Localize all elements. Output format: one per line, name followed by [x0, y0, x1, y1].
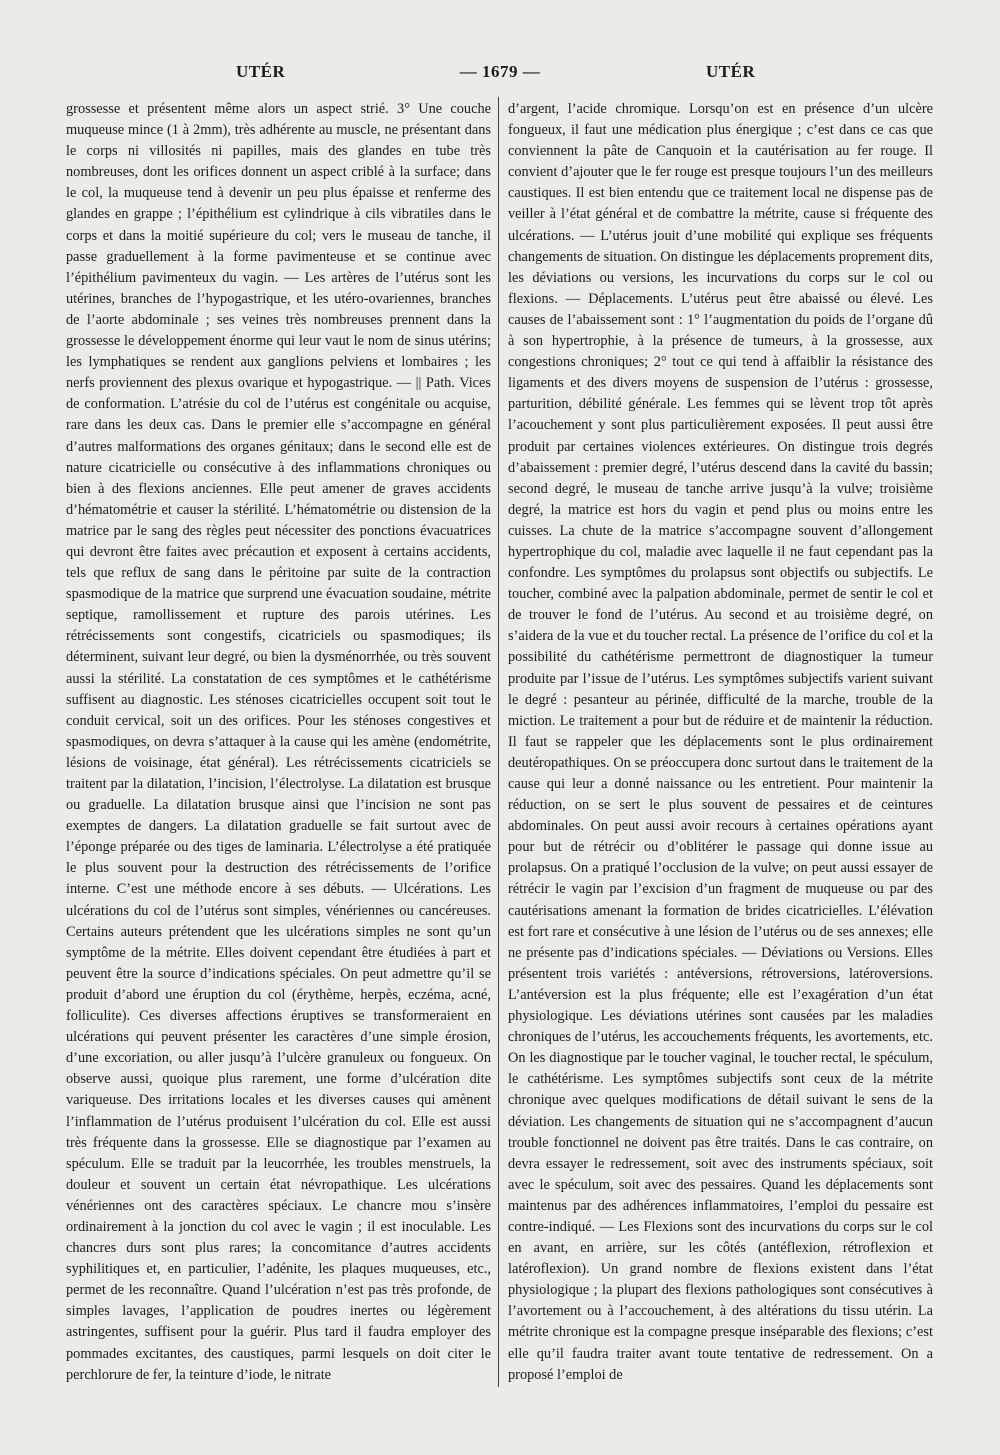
left-column — [66, 99, 491, 1386]
page-number: — 1679 — — [459, 62, 541, 81]
right-column — [508, 99, 933, 1386]
running-header — [0, 62, 1000, 88]
header-left-word: UTÉR — [236, 62, 286, 81]
header-right-word: UTÉR — [706, 62, 756, 81]
column-divider — [498, 97, 499, 1387]
left-column-text: grossesse et présentent même alors un aspect strié. 3° Une couche muqueuse mince (1 à 2mm), très adhérente au muscle, ne présentant dans le corps ni villosités ni papilles, mais des glandes en tube très nombreuses, dont les orifices donnent un aspect criblé à la surface; dans le col, la muqueuse tend à devenir un peu plus épaisse et renferme des glandes en grappe ; l’épithélium est cylindrique à cils vibratiles dans le corps et dans la moitié supérieure du col; vers le museau de tanche, il passe graduellement à la forme pavimenteuse et se continue avec l’épithélium pavimenteux du vagin. — Les artères de l’utérus sont les utérines, branches de l’hypogastrique, et les utéro-ovariennes, branches de l’aorte abdominale ; ses veines très nombreuses prennent dans la grossesse le développement énorme qui leur vaut le nom de sinus utérins; les lymphatiques se rendent aux ganglions pelviens et lombaires ; les nerfs proviennent des plexus ovarique et hypogastrique. — || Path. Vices de conformation. L’atrésie du col de l’utérus est congénitale ou acquise, rare dans les deux cas. Dans le premier elle s’accompagne en général d’autres malformations des organes génitaux; dans le second elle est de nature cicatricielle ou consécutive à des inflammations chroniques ou bien à des flexions anciennes. Elle peut amener de graves accidents d’hématométrie et causer la stérilité. L’hématométrie ou distension de la matrice par le sang des règles peut nécessiter des ponctions évacuatrices qui devront être faites avec précaution et exposent à certains accidents, tels que reflux de sang dans le péritoine par suite de la contraction spasmodique de la matrice que surprend une évacuation soudaine, métrite septique, ramollissement et rupture des parois utérines. Les rétrécissements sont congestifs, cicatriciels ou spasmodiques; ils déterminent, suivant leur degré, ou bien la dysménorrhée, ou très souvent aussi la stérilité. La constatation de ces symptômes et le cathétérisme suffisent au diagnostic. Les sténoses cicatricielles occupent soit tout le conduit cervical, soit un des orifices. Pour les sténoses congestives et spasmodiques, on devra s’attaquer à la cause qui les amène (endométrite, lésions de voisinage, état général). Les rétrécissements cicatriciels se traitent par la dilatation, l’incision, l’électrolyse. La dilatation est brusque ou graduelle. La dilatation brusque ainsi que l’incision ne sont pas exemptes de dangers. La dilatation graduelle se fait surtout avec de l’éponge préparée ou des tiges de laminaria. L’électrolyse a été pratiquée le plus souvent pour la destruction des rétrécissements de l’orifice interne. C’est une méthode encore à ses débuts. — Ulcérations. Les ulcérations du col de l’utérus sont simples, vénériennes ou cancéreuses. Certains auteurs prétendent que les ulcérations simples ne sont qu’un symptôme de la métrite. Elles doivent cependant être étudiées à part et peuvent être la source d’indications spéciales. On peut admettre qu’il se produit d’abord une éruption du col (érythème, herpès, eczéma, acné, folliculite). Ces diverses affections éruptives se transformeraient en ulcérations qui peuvent présenter les caractères d’une simple érosion, d’une excoriation, ou aller jusqu’à l’ulcère granuleux ou fongueux. On observe aussi, quoique plus rarement, une forme d’ulcération dite variqueuse. Des irritations locales et les diverses causes qui amènent l’inflammation de l’utérus produisent l’ulcération du col. Elle est aussi très fréquente dans la grossesse. Elle se diagnostique par l’examen au spéculum. Elle se traduit par la leucorrhée, les troubles menstruels, la douleur et souvent un certain état névropathique. Les ulcérations vénériennes ont des caractères spéciaux. Le chancre mou s’insère ordinairement à la jonction du col avec le vagin ; il est inoculable. Les chancres durs sont plus rares; la concomitance d’autres accidents syphilitiques et, en particulier, l’adénite, les plaques muqueuses, etc., permet de les reconnaître. Quand l’ulcération n’est pas très profonde, de simples lavages, l’application de poudres inertes ou légèrement astringentes, suffisent pour la guérir. Plus tard il faudra employer des pommades excitantes, des caustiques, parmi lesquels on doit citer le perchlorure de fer, la teinture d’iode, le nitrate — [66, 101, 491, 1383]
right-column-text: d’argent, l’acide chromique. Lorsqu’on est en présence d’un ulcère fongueux, il faut une médication plus énergique ; c’est dans ce cas que conviennent la pâte de Canquoin et la cautérisation au fer rouge. Il convient d’ajouter que le fer rouge est presque toujours l’un des meilleurs caustiques. Il est bien entendu que ce traitement local ne dispense pas de veiller à l’état général et de combattre la métrite, cause si fréquente des ulcérations. — L’utérus jouit d’une mobilité qui explique ses fréquents changements de situation. On distingue les déplacements proprement dits, les déviations ou versions, les incurvations du corps sur le col ou flexions. — Déplacements. L’utérus peut être abaissé ou élevé. Les causes de l’abaissement sont : 1° l’augmentation du poids de l’organe dû à son hypertrophie, à la présence de tumeurs, à la grossesse, aux congestions chroniques; 2° tout ce qui tend à affaiblir la résistance des ligaments et des divers moyens de suspension de l’utérus : grossesse, parturition, débilité générale. Les femmes qui se lèvent trop tôt après l’acouchement y sont plus particulièrement exposées. Il peut aussi être produit par certaines violences extérieures. On distingue trois degrés d’abaissement : premier degré, l’utérus descend dans la cavité du bassin; second degré, le museau de tanche arrive jusqu’à la vulve; troisième degré, la matrice est hors du vagin et pend plus ou moins entre les cuisses. La chute de la matrice s’accompagne souvent d’allongement hypertrophique du col, maladie avec laquelle il ne faut cependant pas la confondre. Les symptômes du prolapsus sont objectifs ou subjectifs. Le toucher, combiné avec la palpation abdominale, permet de sentir le col et de trouver le fond de l’utérus. Au second et au troisième degré, on s’aidera de la vue et du toucher rectal. La présence de l’orifice du col et la possibilité du cathétérisme permettront de diagnostiquer la tumeur produite par l’issue de l’utérus. Les symptômes subjectifs varient suivant le degré : pesanteur au périnée, difficulté de la marche, trouble de la miction. Le traitement a pour but de réduire et de maintenir la réduction. Il faut se rappeler que les déplacements sont le plus ordinairement deutéropathiques. On se préoccupera donc surtout dans le traitement de la cause qui leur a donné naissance ou les entretient. Pour maintenir la réduction, on se sert le plus souvent de pessaires et de ceintures abdominales. On peut aussi avoir recours à certaines opérations ayant pour but de rétrécir ou d’oblitérer le passage qui donne issue au prolapsus. On a pratiqué l’occlusion de la vulve; on peut aussi essayer de rétrécir le vagin par l’excision d’un fragment de muqueuse ou par des cautérisations amenant la formation de brides cicatricielles. L’élévation est fort rare et consécutive à une lésion de l’utérus ou de ses annexes; elle ne présente pas d’indications spéciales. — Déviations ou Versions. Elles présentent trois variétés : antéversions, rétroversions, latéroversions. L’antéversion est la plus fréquente; elle est l’exagération d’un état physiologique. Les déviations utérines sont causées par les maladies chroniques de l’utérus, les accouchements fréquents, les avortements, etc. On les diagnostique par le toucher vaginal, le toucher rectal, le spéculum, le cathétérisme. Les symptômes subjectifs sont ceux de la métrite chronique avec quelques modifications de détail suivant le sens de la déviation. Les changements de situation qui ne s’accompagnent d’aucun trouble fonctionnel ne doivent pas être traités. Dans le cas contraire, on devra essayer le redressement, soit avec des instruments spéciaux, soit avec le spéculum, soit avec des pessaires. Quand les déplacements sont maintenus par des adhérences inflammatoires, l’emploi du pessaire est contre-indiqué. — Les Flexions sont des incurvations du corps sur le col en avant, en arrière, sur les côtés (antéflexion, rétroflexion et latéroflexion). Un grand nombre de flexions existent dans l’état physiologique ; la plupart des flexions pathologiques sont consécutives à l’avortement ou à l’accouchement, à des altérations du tissu utérin. La métrite chronique est la compagne presque inséparable des flexions; c’est elle qu’il faudra traiter avant toute tentative de redressement. On a proposé l’emploi de — [508, 101, 933, 1383]
